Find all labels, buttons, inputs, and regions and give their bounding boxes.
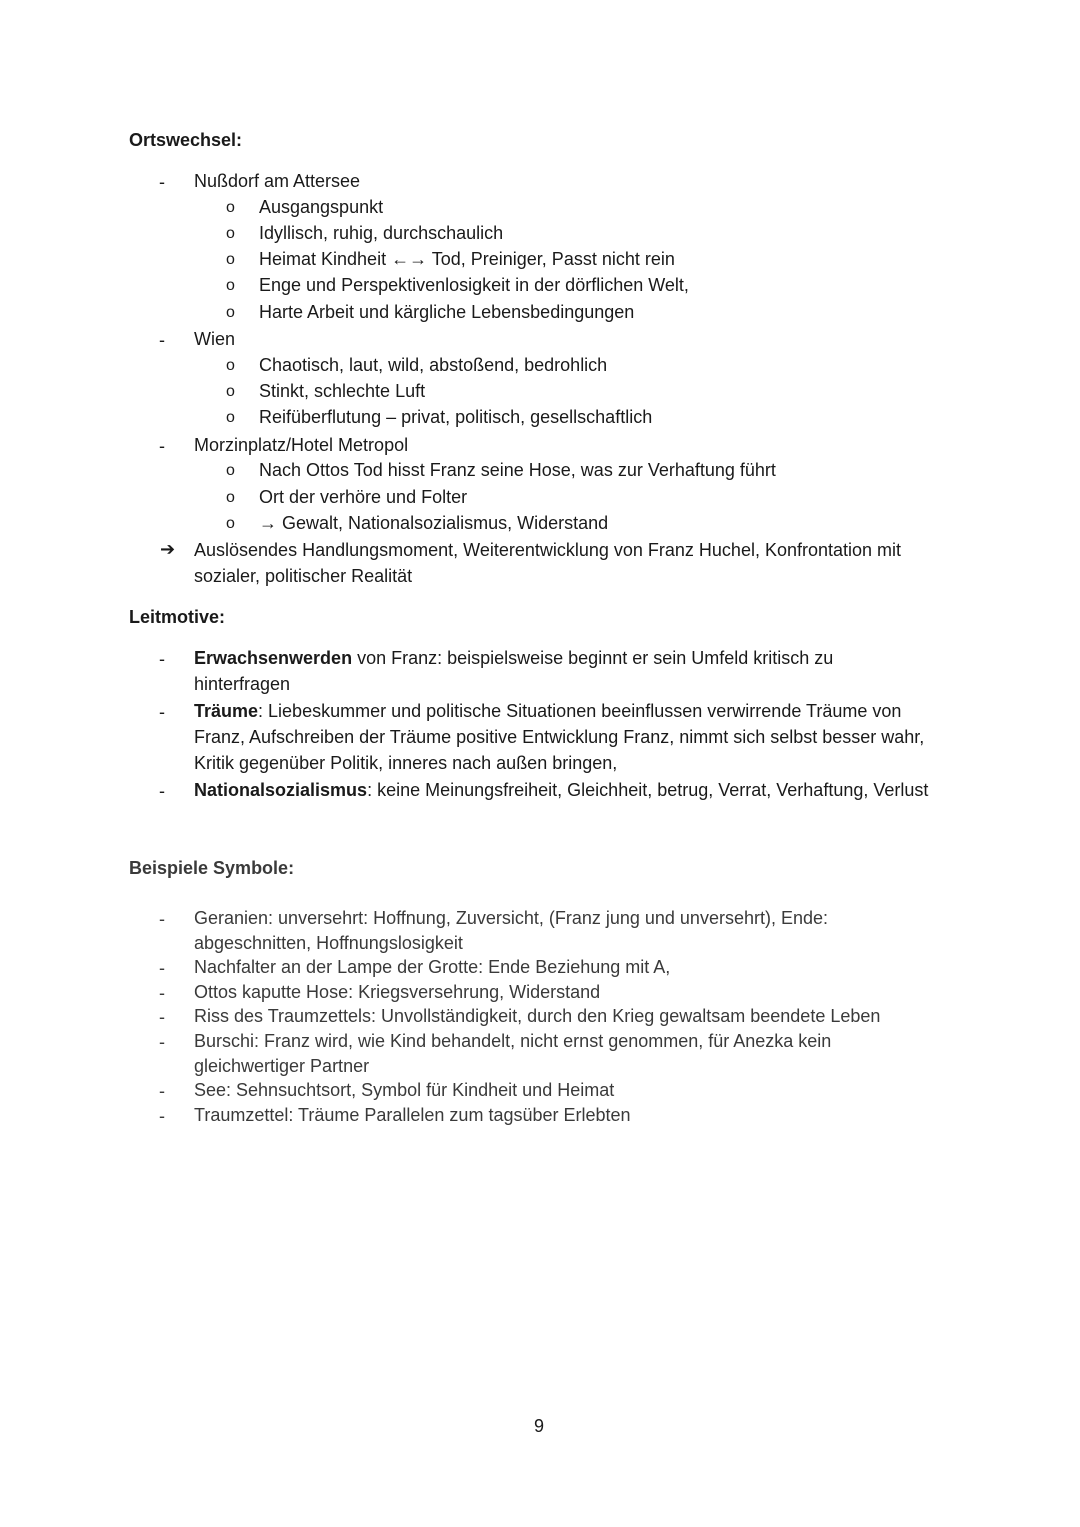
- motif-text: : Liebeskummer und politische Situationen beeinflussen verwirrende Träume von Franz, Aufschreiben der Träume positive Entwicklung Franz, nimmt sich selbst besser wahr, Kritik gegenüber Politik, inneres nach außen bringen,: [194, 701, 925, 773]
- list-dash: -: [159, 909, 165, 929]
- list-bullet: o: [226, 489, 235, 506]
- arrow-icon: ➔: [160, 539, 176, 559]
- place-nussdorf: Nußdorf am Attersee: [194, 171, 361, 191]
- list-dash: -: [159, 436, 165, 456]
- symbol-item: Nachfalter an der Lampe der Grotte: Ende Beziehung mit A,: [194, 957, 671, 977]
- list-bullet: o: [226, 277, 235, 294]
- list-dash: -: [159, 330, 165, 350]
- symbol-item: Geranien: unversehrt: Hoffnung, Zuversicht, (Franz jung und unversehrt), Ende: abgeschnitten, Hoffnungslosigkeit: [194, 908, 828, 953]
- list-item: Nach Ottos Tod hisst Franz seine Hose, was zur Verhaftung führt: [259, 460, 776, 480]
- motif-term: Nationalsozialismus: [194, 780, 368, 800]
- list-dash: -: [159, 702, 165, 722]
- list-bullet: o: [226, 225, 235, 242]
- list-dash: -: [159, 1081, 165, 1101]
- list-dash: -: [159, 172, 165, 192]
- place-morzinplatz: Morzinplatz/Hotel Metropol: [194, 435, 409, 455]
- list-bullet: o: [226, 515, 235, 532]
- list-item: Chaotisch, laut, wild, abstoßend, bedrohlich: [259, 355, 608, 375]
- list-dash: -: [159, 1106, 165, 1126]
- list-item: Heimat Kindheit ←→ Tod, Preiniger, Passt nicht rein: [259, 249, 675, 269]
- place-wien: Wien: [194, 329, 236, 349]
- list-dash: -: [159, 781, 165, 801]
- symbol-item: Ottos kaputte Hose: Kriegsversehrung, Widerstand: [194, 982, 601, 1002]
- list-dash: -: [159, 1007, 165, 1027]
- list-item: Ausgangspunkt: [259, 197, 384, 217]
- symbol-item: See: Sehnsuchtsort, Symbol für Kindheit und Heimat: [194, 1080, 615, 1100]
- list-item: Ort der verhöre und Folter: [259, 487, 468, 507]
- list-item: Enge und Perspektivenlosigkeit in der dörflichen Welt,: [259, 275, 689, 295]
- list-item: Stinkt, schlechte Luft: [259, 381, 426, 401]
- list-item: Reifüberflutung – privat, politisch, gesellschaftlich: [259, 407, 653, 427]
- list-dash: -: [159, 1032, 165, 1052]
- motif-traeume: [194, 698, 934, 776]
- list-item: → Gewalt, Nationalsozialismus, Widerstand: [259, 513, 609, 533]
- page-number: 9: [534, 1416, 545, 1436]
- motif-term: Träume: [194, 701, 259, 721]
- list-bullet: o: [226, 383, 235, 400]
- symbol-item: Burschi: Franz wird, wie Kind behandelt, nicht ernst genommen, für Anezka kein gleichwertiger Partner: [194, 1031, 832, 1076]
- section-heading-ortswechsel: Ortswechsel:: [129, 130, 243, 150]
- list-bullet: o: [226, 357, 235, 374]
- conclusion-text: Auslösendes Handlungsmoment, Weiterentwicklung von Franz Huchel, Konfrontation mit sozialer, politischer Realität: [194, 540, 902, 586]
- list-dash: -: [159, 649, 165, 669]
- section-heading-leitmotive: Leitmotive:: [129, 607, 226, 627]
- symbol-item: Traumzettel: Träume Parallelen zum tagsüber Erlebten: [194, 1105, 631, 1125]
- motif-erwachsenwerden: [194, 645, 934, 697]
- list-item: Harte Arbeit und kärgliche Lebensbedingungen: [259, 302, 635, 322]
- list-dash: -: [159, 958, 165, 978]
- motif-term: Erwachsenwerden: [194, 648, 353, 668]
- list-item: Idyllisch, ruhig, durchschaulich: [259, 223, 504, 243]
- list-bullet: o: [226, 304, 235, 321]
- list-dash: -: [159, 983, 165, 1003]
- symbol-item: Riss des Traumzettels: Unvollständigkeit, durch den Krieg gewaltsam beendete Leben: [194, 1006, 881, 1026]
- motif-text: von Franz: beispielsweise beginnt er sein Umfeld kritisch zu hinterfragen: [194, 648, 834, 694]
- section-heading-symbole: Beispiele Symbole:: [129, 858, 295, 878]
- motif-text: : keine Meinungsfreiheit, Gleichheit, betrug, Verrat, Verhaftung, Verlust: [367, 780, 929, 800]
- list-bullet: o: [226, 409, 235, 426]
- list-bullet: o: [226, 251, 235, 268]
- list-bullet: o: [226, 462, 235, 479]
- list-bullet: o: [226, 199, 235, 216]
- motif-nationalsozialismus: [194, 777, 934, 803]
